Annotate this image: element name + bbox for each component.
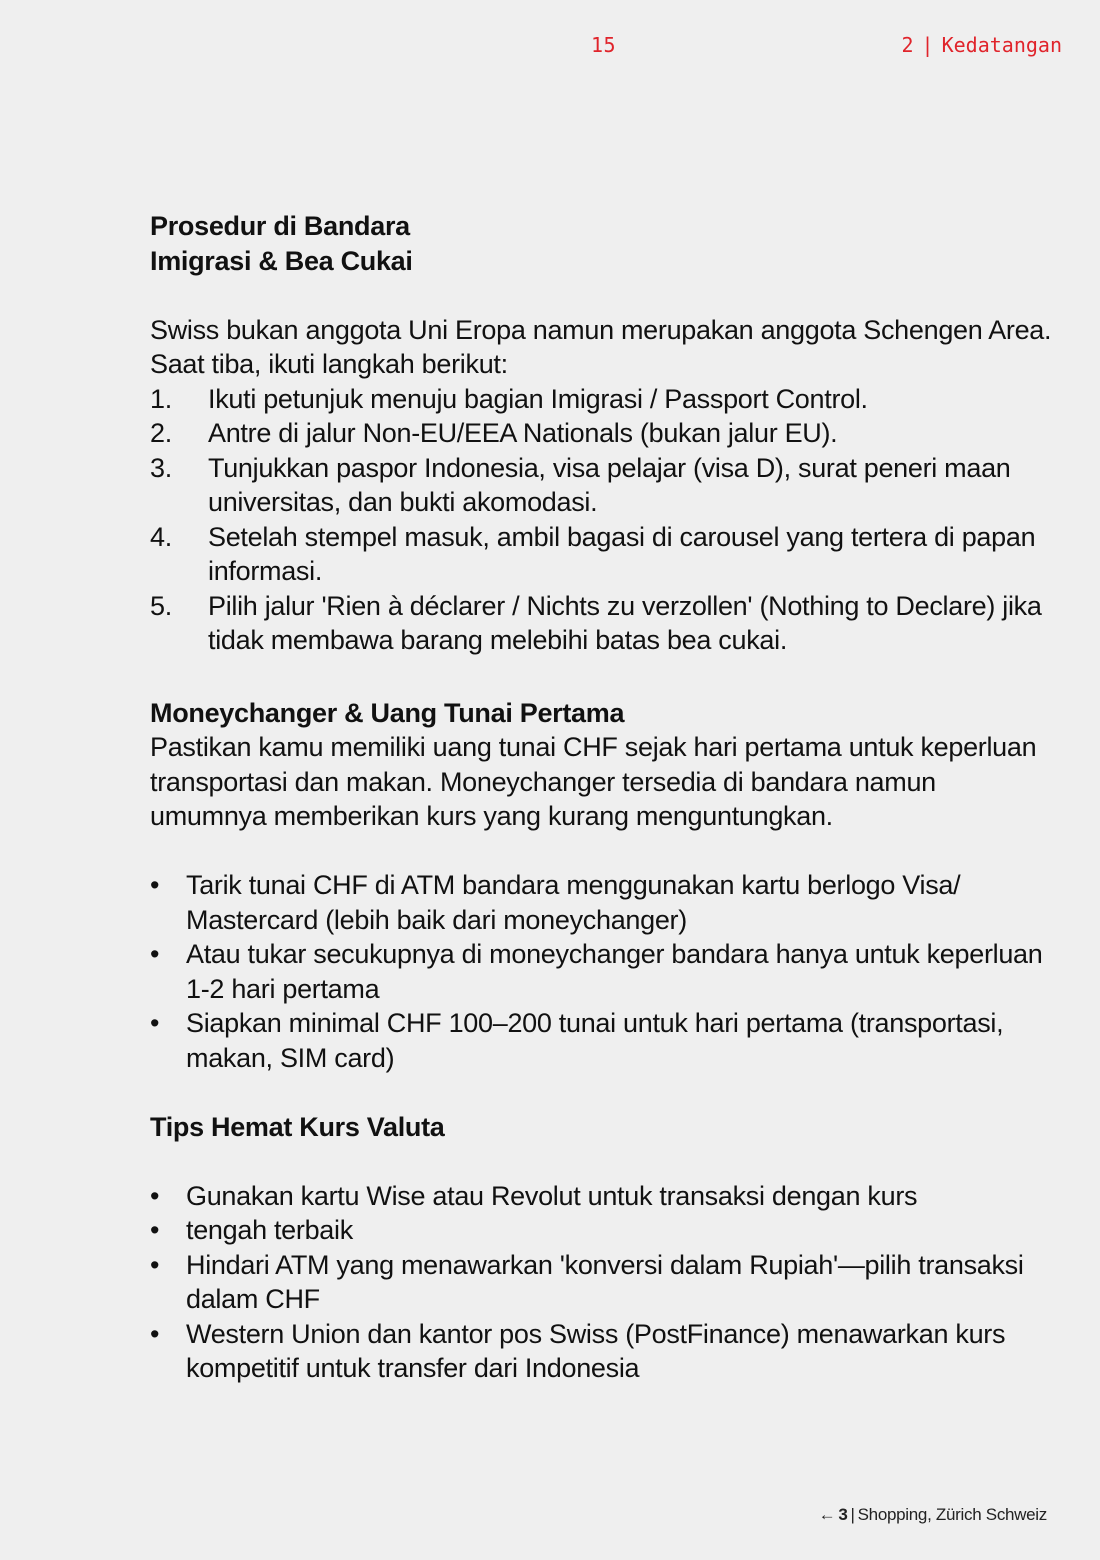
bullet-icon: • xyxy=(150,1318,160,1349)
footer-link-title: Shopping, Zürich Schweiz xyxy=(857,1505,1047,1524)
section-title-line-2: Imigrasi & Bea Cukai xyxy=(150,245,413,276)
chapter-label xyxy=(901,33,1062,57)
section-title-line-1: Prosedur di Bandara xyxy=(150,211,410,241)
list-item xyxy=(150,589,1055,658)
list-item xyxy=(150,1006,1055,1075)
bullet-text: tengah terbaik xyxy=(186,1215,353,1245)
step-number: 4. xyxy=(150,521,172,552)
list-item xyxy=(150,520,1055,589)
list-item xyxy=(150,868,1055,937)
footer-link-separator: | xyxy=(850,1505,855,1524)
spacer xyxy=(150,1144,1055,1179)
tips-bullet-list xyxy=(150,1179,1055,1386)
bullet-icon: • xyxy=(150,1215,160,1245)
bullet-icon: • xyxy=(150,1008,160,1038)
bullet-icon: • xyxy=(150,939,160,969)
list-item xyxy=(150,1179,1055,1214)
step-text: Setelah stempel masuk, ambil bagasi di carousel yang tertera di papan informasi. xyxy=(208,521,1036,586)
step-number: 3. xyxy=(150,452,172,483)
bullet-text: Atau tukar secukupnya di moneychanger bandara hanya untuk keperluan 1-2 hari pertama xyxy=(186,939,1043,1004)
step-number: 5. xyxy=(150,590,172,621)
chapter-number: 2 xyxy=(901,33,914,57)
bullet-icon: • xyxy=(150,870,160,900)
section-title-airport xyxy=(150,209,1055,278)
spacer xyxy=(150,658,1055,696)
bullet-text: Gunakan kartu Wise atau Revolut untuk transaksi dengan kurs xyxy=(186,1180,918,1211)
list-item xyxy=(150,416,1055,451)
list-item xyxy=(150,1317,1055,1386)
list-item xyxy=(150,451,1055,520)
bullet-icon: • xyxy=(150,1180,160,1211)
step-text: Tunjukkan paspor Indonesia, visa pelajar (visa D), surat peneri maan universitas, dan bukti akomodasi. xyxy=(208,452,1011,517)
section-title-money: Moneychanger & Uang Tunai Pertama xyxy=(150,697,625,728)
bullet-text: Siapkan minimal CHF 100–200 tunai untuk hari pertama (transportasi, makan, SIM card) xyxy=(186,1008,1004,1073)
step-text: Antre di jalur Non-EU/EEA Nationals (bukan jalur EU). xyxy=(208,418,838,448)
step-number: 2. xyxy=(150,418,172,448)
spacer xyxy=(150,834,1055,869)
page-number: 15 xyxy=(591,33,617,57)
arrival-steps-list xyxy=(150,382,1055,658)
airport-intro: Swiss bukan anggota Uni Eropa namun merupakan anggota Schengen Area. Saat tiba, ikuti langkah berikut: xyxy=(150,314,1052,379)
spacer xyxy=(150,1075,1055,1110)
step-text: Pilih jalur 'Rien à déclarer / Nichts zu verzollen' (Nothing to Declare) jika tidak membawa barang melebihi batas bea cukai. xyxy=(208,590,1042,655)
money-intro: Pastikan kamu memiliki uang tunai CHF sejak hari pertama untuk keperluan transportasi dan makan. Moneychanger tersedia di bandara namun umumnya memberikan kurs yang kurang menguntungkan. xyxy=(150,732,1037,831)
spacer xyxy=(150,278,1055,313)
list-item xyxy=(150,382,1055,417)
list-item xyxy=(150,1213,1055,1248)
list-item xyxy=(150,937,1055,1006)
bullet-icon: • xyxy=(150,1249,160,1280)
footer-back-link[interactable] xyxy=(819,1505,1047,1525)
step-number: 1. xyxy=(150,383,172,414)
money-bullet-list xyxy=(150,868,1055,1075)
chapter-title: Kedatangan xyxy=(941,33,1062,57)
chapter-separator: | xyxy=(921,33,934,57)
bullet-text: Tarik tunai CHF di ATM bandara menggunakan kartu berlogo Visa/ Mastercard (lebih baik dari moneychanger) xyxy=(186,870,961,935)
bullet-text: Hindari ATM yang menawarkan 'konversi dalam Rupiah'—pilih transaksi dalam CHF xyxy=(186,1249,1024,1314)
back-arrow-icon: ← xyxy=(818,1505,836,1524)
step-text: Ikuti petunjuk menuju bagian Imigrasi / Passport Control. xyxy=(208,383,868,414)
bullet-text: Western Union dan kantor pos Swiss (PostFinance) menawarkan kurs kompetitif untuk transfer dari Indonesia xyxy=(186,1318,1006,1383)
footer-link-page: 3 xyxy=(838,1505,848,1524)
section-title-tips: Tips Hemat Kurs Valuta xyxy=(150,1111,445,1142)
page-content xyxy=(150,209,1055,1386)
list-item xyxy=(150,1248,1055,1317)
